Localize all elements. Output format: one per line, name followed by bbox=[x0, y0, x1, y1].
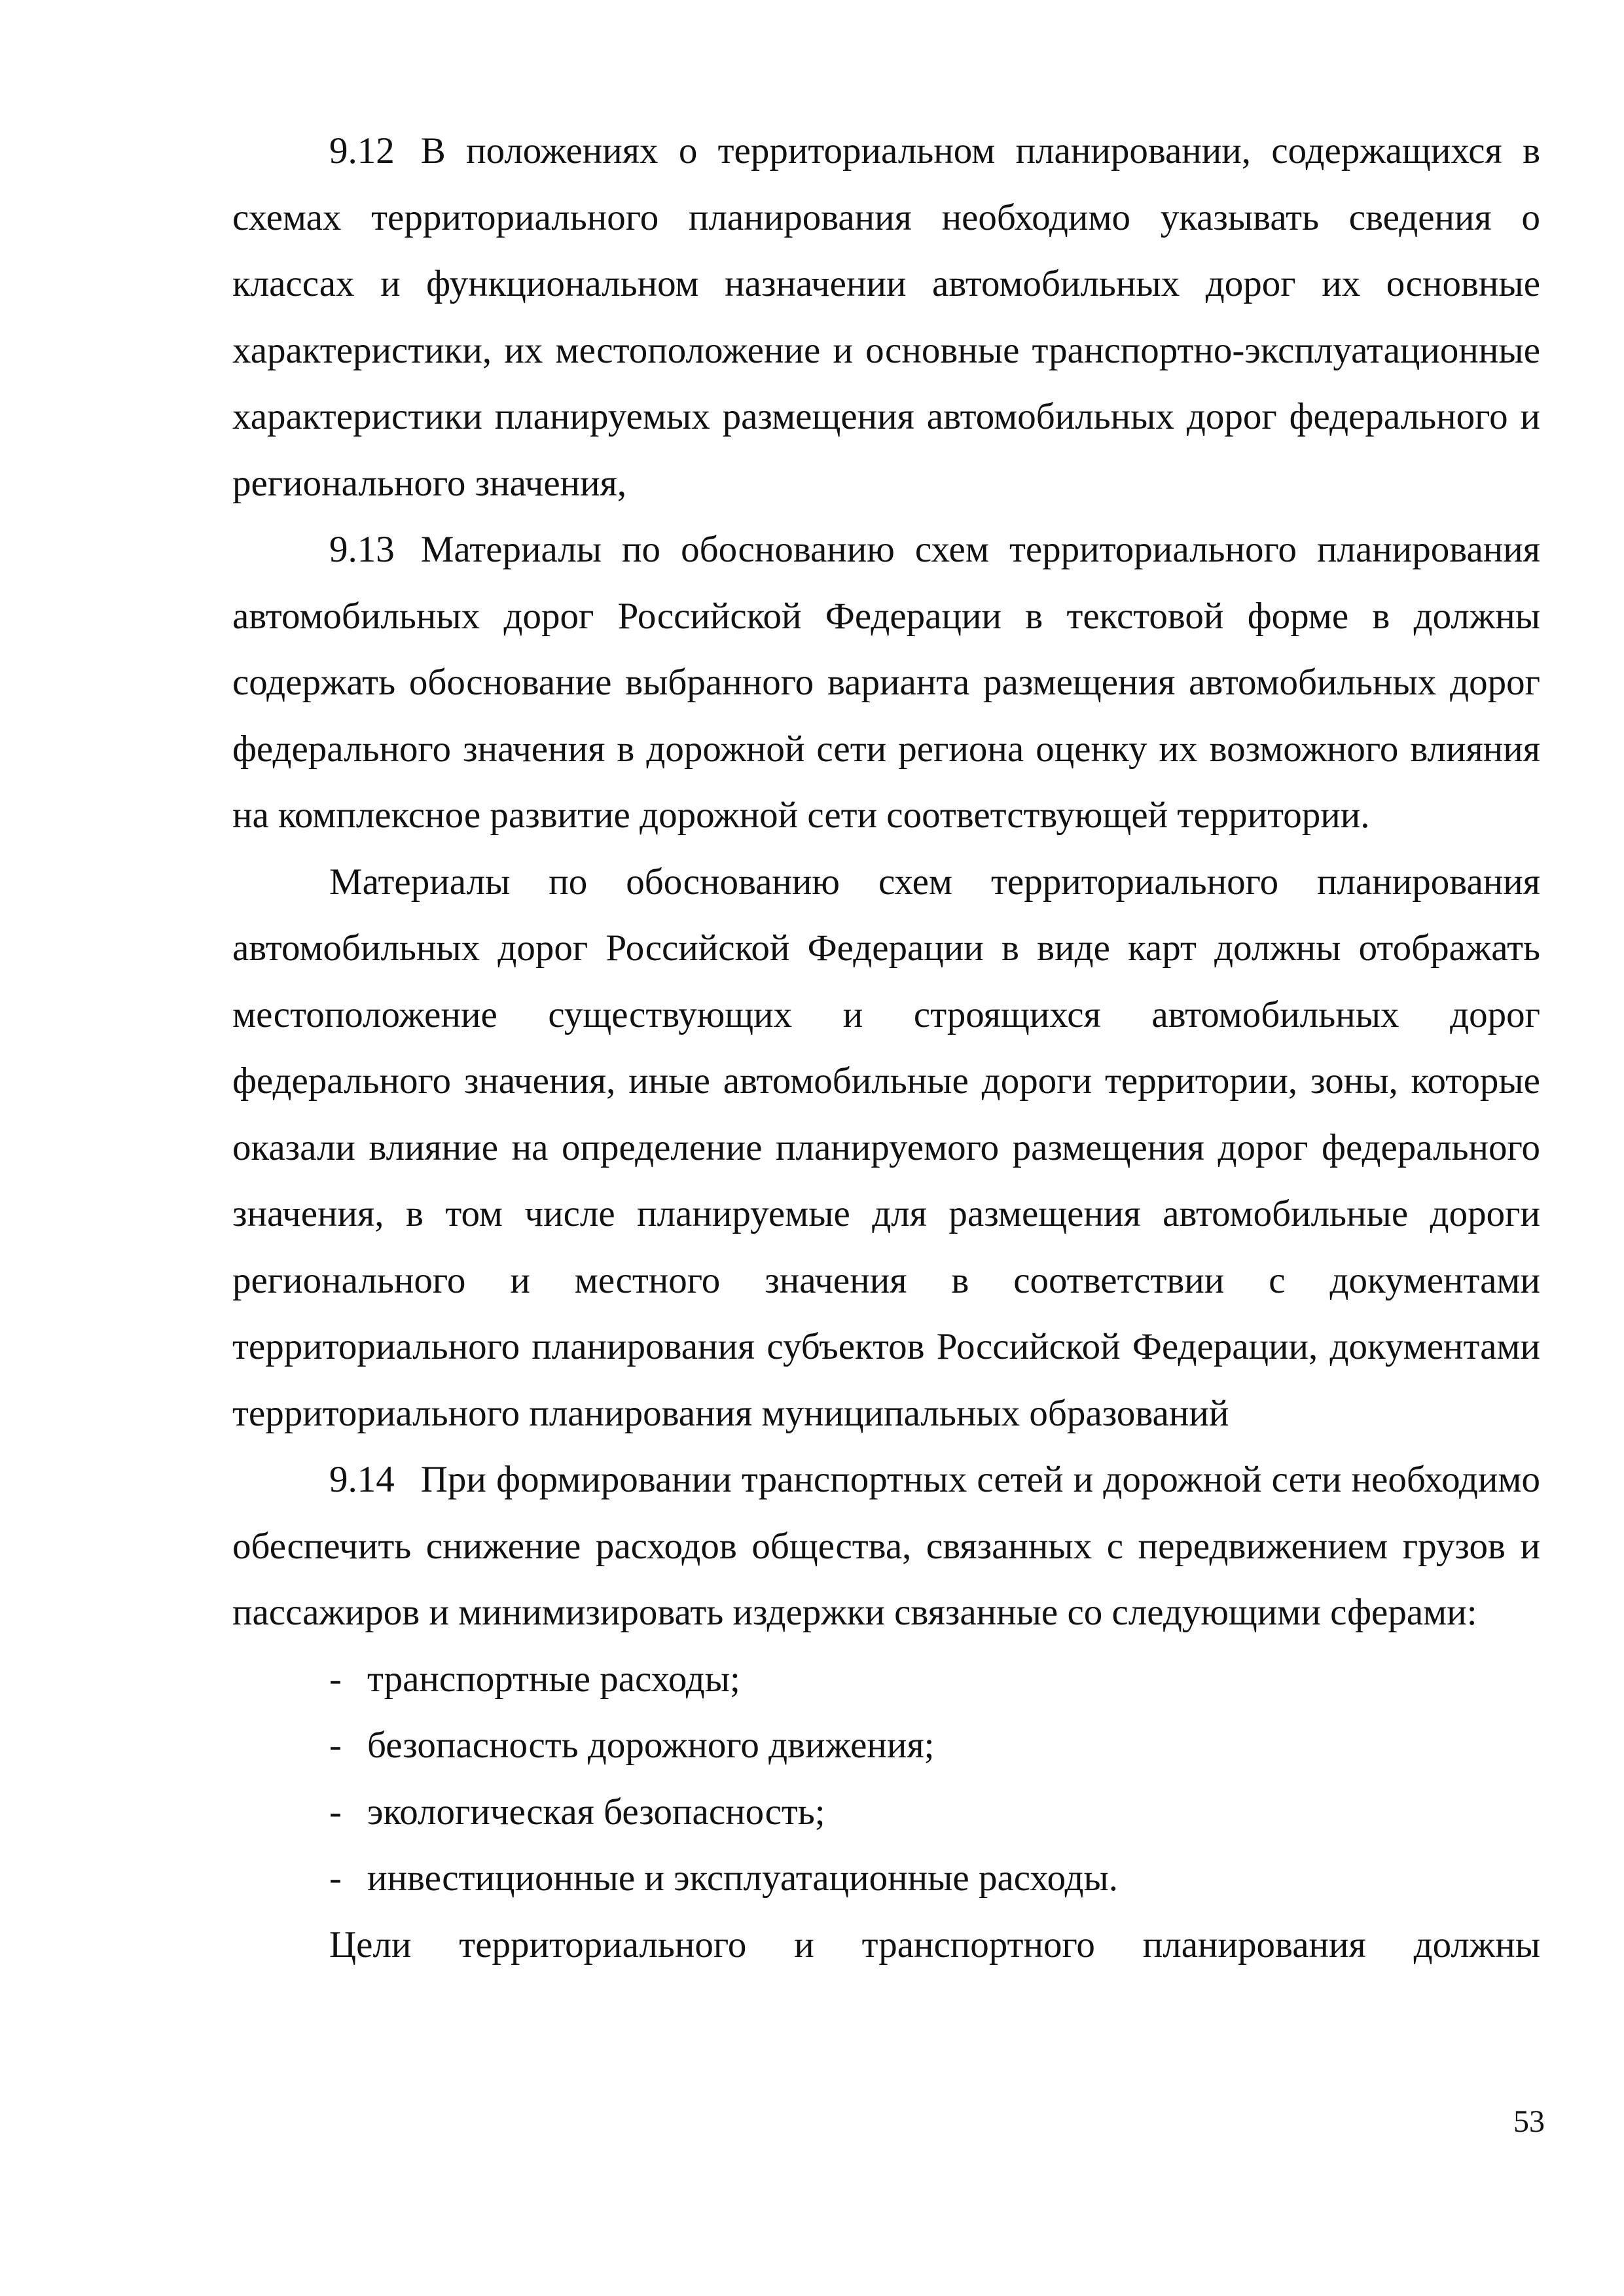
page-number: 53 bbox=[1513, 2104, 1545, 2139]
paragraph-text: Материалы по обоснованию схем территориального планирования автомобильных дорог Российской Федерации в текстовой форме в должны содержать обоснование выбранного варианта размещения автомобильных дорог федерального значения в дорожной сети региона оценку их возможного влияния на комплексное развитие дорожной сети соответствующей территории. bbox=[232, 529, 1540, 836]
paragraph-number: 9.13 bbox=[329, 529, 395, 570]
list-marker: - bbox=[329, 1658, 342, 1700]
list-item bbox=[232, 1712, 1540, 1779]
list-item bbox=[232, 1646, 1540, 1713]
list-item-text: инвестиционные и эксплуатационные расходы. bbox=[367, 1857, 1119, 1899]
paragraph-9-14 bbox=[232, 1446, 1540, 1646]
cost-spheres-list bbox=[232, 1646, 1540, 1912]
list-item-text: экологическая безопасность; bbox=[367, 1791, 825, 1833]
document-body bbox=[232, 118, 1540, 1978]
paragraph-text: При формировании транспортных сетей и дорожной сети необходимо обеспечить снижение расходов общества, связанных с передвижением грузов и пассажиров и минимизировать издержки связанные со следующими сферами: bbox=[232, 1459, 1540, 1633]
paragraph-number: 9.12 bbox=[329, 130, 395, 171]
list-marker: - bbox=[329, 1725, 342, 1766]
list-item-text: транспортные расходы; bbox=[367, 1658, 740, 1700]
paragraph-number: 9.14 bbox=[329, 1459, 395, 1500]
paragraph-text: В положениях о территориальном планировании, содержащихся в схемах территориального планирования необходимо указывать сведения о классах и функциональном назначении автомобильных дорог их основные характеристики, их местоположение и основные транспортно-эксплуатационные характеристики планируемых размещения автомобильных дорог федерального и регионального значения, bbox=[232, 130, 1540, 504]
list-item bbox=[232, 1779, 1540, 1846]
paragraph-text: Материалы по обоснованию схем территориального планирования автомобильных дорог Российской Федерации в виде карт должны отображать местоположение существующих и строящихся автомобильных дорог федерального значения, иные автомобильные дороги территории, зоны, которые оказали влияние на определение планируемого размещения дорог федерального значения, в том числе планируемые для размещения автомобильные дороги регионального и местного значения в соответствии с документами территориального планирования субъектов Российской Федерации, документами территориального планирования муниципальных образований bbox=[232, 861, 1540, 1434]
paragraph-9-12 bbox=[232, 118, 1540, 516]
list-marker: - bbox=[329, 1791, 342, 1833]
paragraph-text: Цели территориального и транспортного планирования должны bbox=[329, 1924, 1540, 1965]
paragraph-9-13 bbox=[232, 516, 1540, 849]
list-item-text: безопасность дорожного движения; bbox=[367, 1725, 935, 1766]
list-marker: - bbox=[329, 1857, 342, 1899]
paragraph-goals bbox=[232, 1912, 1540, 1979]
paragraph-maps-materials bbox=[232, 849, 1540, 1447]
list-item bbox=[232, 1845, 1540, 1912]
